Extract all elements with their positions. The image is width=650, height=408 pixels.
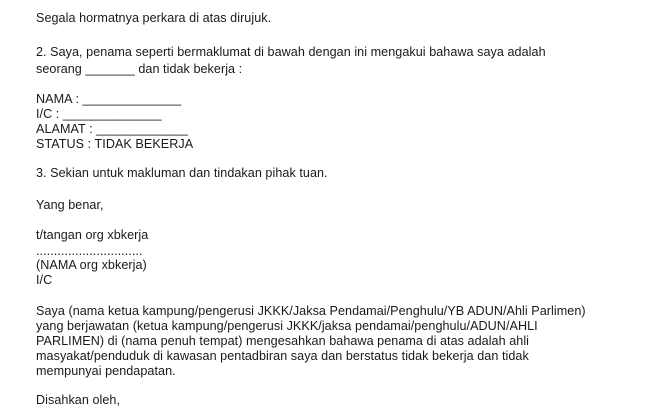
status-field-line: STATUS : TIDAK BEKERJA bbox=[36, 137, 194, 151]
certification-line-5: mempunyai pendapatan. bbox=[36, 364, 176, 378]
nama-field-line: NAMA : ______________ bbox=[36, 92, 182, 106]
paragraph-2-line-1: 2. Saya, penama seperti bermaklumat di bawah dengan ini mengakui bahawa saya adalah bbox=[36, 45, 546, 59]
opening-line: Segala hormatnya perkara di atas dirujuk. bbox=[36, 11, 272, 25]
signature-label: t/tangan org xbkerja bbox=[36, 228, 149, 242]
name-placeholder: (NAMA org xbkerja) bbox=[36, 258, 147, 272]
alamat-field-line: ALAMAT : _____________ bbox=[36, 122, 188, 136]
certification-line-1: Saya (nama ketua kampung/pengerusi JKKK/Jaksa Pendamai/Penghulu/YB ADUN/Ahli Parlimen) bbox=[36, 304, 586, 318]
certification-line-2: yang berjawatan (ketua kampung/pengerusi JKKK/jaksa pendamai/penghulu/ADUN/AHLI bbox=[36, 319, 538, 333]
ic-label: I/C bbox=[36, 273, 53, 287]
paragraph-3: 3. Sekian untuk makluman dan tindakan pihak tuan. bbox=[36, 166, 328, 180]
signature-dots: .............................. bbox=[36, 244, 143, 258]
certification-line-3: PARLIMEN) di (nama penuh tempat) mengesahkan bahawa penama di atas adalah ahli bbox=[36, 334, 530, 348]
paragraph-2-line-2: seorang _______ dan tidak bekerja : bbox=[36, 62, 243, 76]
ic-field-line: I/C : ______________ bbox=[36, 107, 162, 121]
verified-by-line: Disahkan oleh, bbox=[36, 393, 121, 407]
certification-line-4: masyakat/penduduk di kawasan pentadbiran saya dan berstatus tidak bekerja dan tidak bbox=[36, 349, 529, 363]
closing-line: Yang benar, bbox=[36, 198, 104, 212]
